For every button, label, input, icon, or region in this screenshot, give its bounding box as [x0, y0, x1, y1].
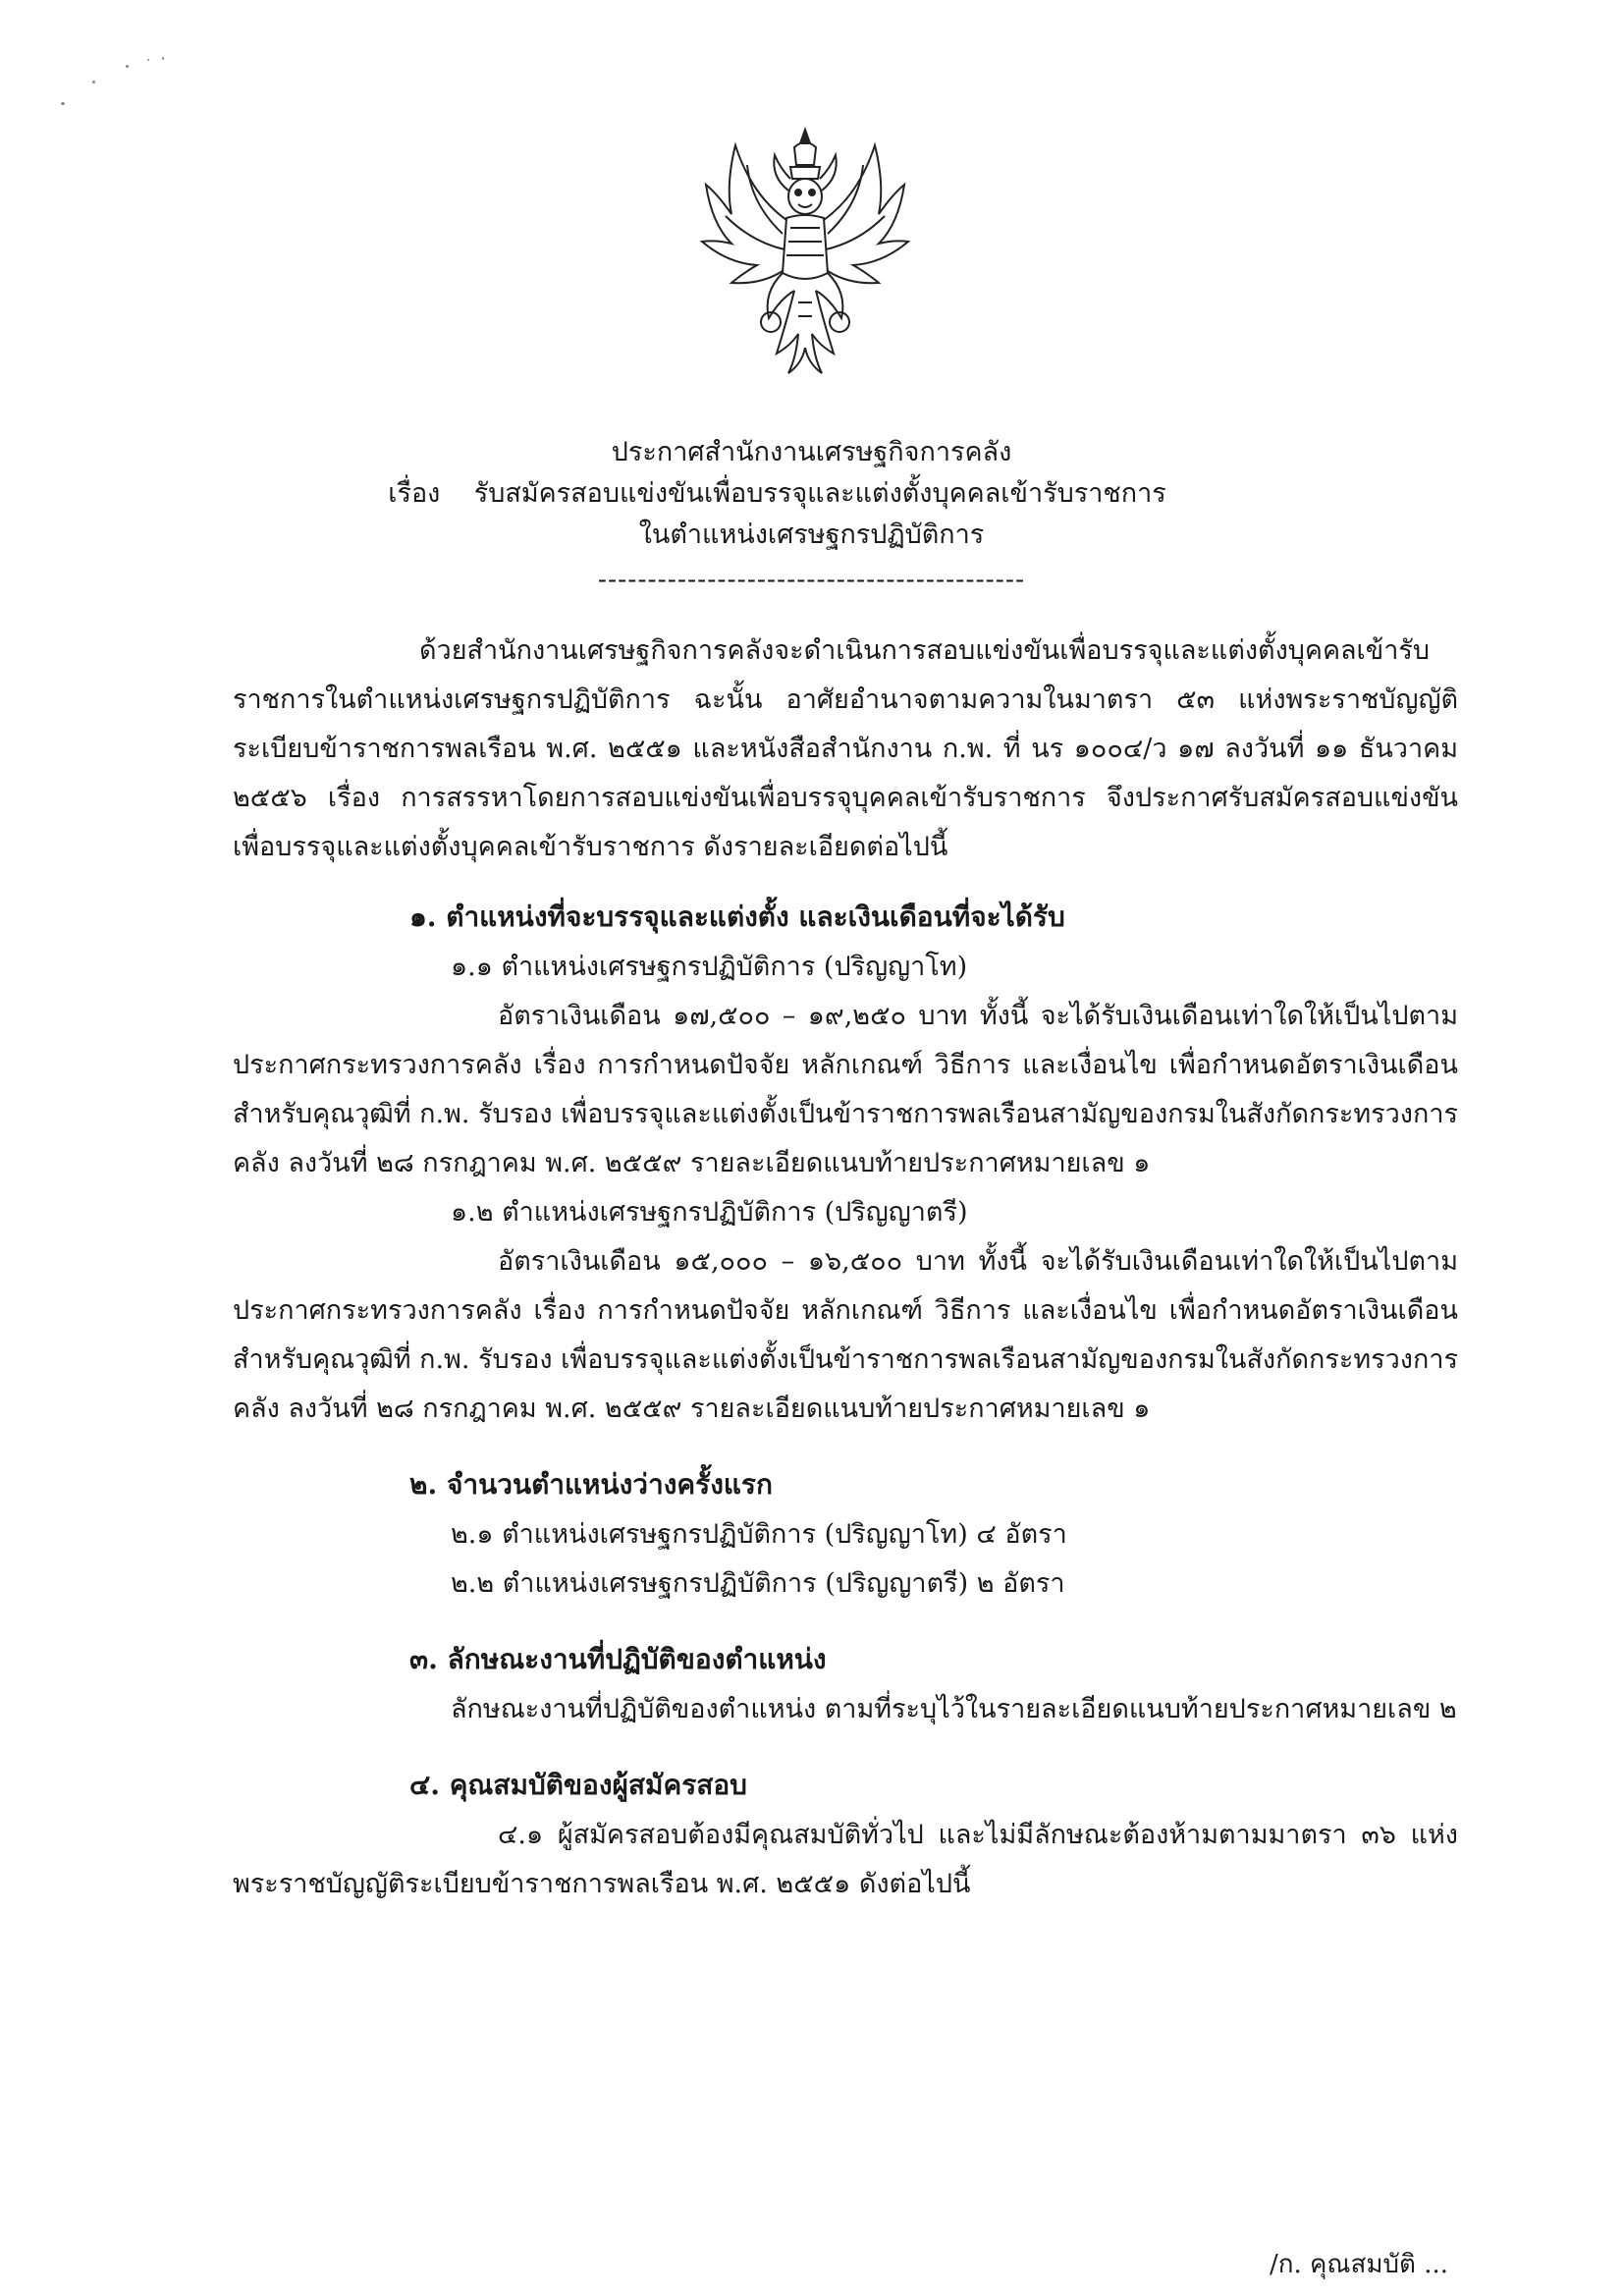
garuda-emblem	[692, 126, 918, 381]
subject-label: เรื่อง	[388, 478, 441, 509]
subject-line-1: รับสมัครสอบแข่งขันเพื่อบรรจุและแต่งตั้งบุคคลเข้ารับราชการ	[473, 478, 1166, 509]
section-3-title: ๓. ลักษณะงานที่ปฏิบัติของตำแหน่ง	[409, 1643, 827, 1675]
announcement-header	[295, 432, 1328, 601]
announcement-subject	[295, 473, 1328, 515]
section-1-2-title: ๑.๒ ตำแหน่งเศรษฐกรปฏิบัติการ (ปริญญาตรี)	[451, 1197, 968, 1228]
section-4-1-text: ๔.๑ ผู้สมัครสอบต้องมีคุณสมบัติทั่วไป และไม่มีลักษณะต้องห้ามตามมาตรา ๓๖ แห่งพระราชบัญญัติระเบียบข้าราชการพลเรือน พ.ศ. ๒๕๕๑ ดังต่อไปนี้	[233, 1820, 1458, 1899]
continuation-marker: /ก. คุณสมบัติ ...	[1270, 2250, 1448, 2279]
section-2-2-item: ๒.๒ ตำแหน่งเศรษฐกรปฏิบัติการ (ปริญญาตรี) ๒ อัตรา	[451, 1568, 1065, 1599]
section-3-text: ลักษณะงานที่ปฏิบัติของตำแหน่ง ตามที่ระบุไว้ในรายละเอียดแนบท้ายประกาศหมายเลข ๒	[451, 1694, 1457, 1724]
section-1-2-text: อัตราเงินเดือน ๑๕,๐๐๐ – ๑๖,๕๐๐ บาท ทั้งนี้ จะได้รับเงินเดือนเท่าใดให้เป็นไปตามประกาศกระทรวงการคลัง เรื่อง การกำหนดปัจจัย หลักเกณฑ์ วิธีการ และเงื่อนไข เพื่อกำหนดอัตราเงินเดือนสำหรับคุณวุฒิที่ ก.พ. รับรอง เพื่อบรรจุและแต่งตั้งเป็นข้าราชการพลเรือนสามัญของกรมในสังกัดกระทรวงการคลัง ลงวันที่ ๒๘ กรกฎาคม พ.ศ. ๒๕๕๙ รายละเอียดแนบท้ายประกาศหมายเลข ๑	[233, 1246, 1458, 1424]
section-1-1-title: ๑.๑ ตำแหน่งเศรษฐกรปฏิบัติการ (ปริญญาโท)	[451, 952, 968, 982]
announcement-body	[233, 627, 1458, 1909]
subject-line-2: ในตำแหน่งเศรษฐกรปฏิบัติการ	[638, 519, 985, 550]
section-1-1-text: อัตราเงินเดือน ๑๗,๕๐๐ – ๑๙,๒๕๐ บาท ทั้งนี้ จะได้รับเงินเดือนเท่าใดให้เป็นไปตามประกาศกระทรวงการคลัง เรื่อง การกำหนดปัจจัย หลักเกณฑ์ วิธีการ และเงื่อนไข เพื่อกำหนดอัตราเงินเดือนสำหรับคุณวุฒิที่ ก.พ. รับรอง เพื่อบรรจุและแต่งตั้งเป็นข้าราชการพลเรือนสามัญของกรมในสังกัดกระทรวงการคลัง ลงวันที่ ๒๘ กรกฎาคม พ.ศ. ๒๕๕๙ รายละเอียดแนบท้ายประกาศหมายเลข ๑	[233, 1001, 1458, 1178]
intro-paragraph: ด้วยสำนักงานเศรษฐกิจการคลังจะดำเนินการสอบแข่งขันเพื่อบรรจุและแต่งตั้งบุคคลเข้ารับราชการในตำแหน่งเศรษฐกรปฏิบัติการ ฉะนั้น อาศัยอำนาจตามความในมาตรา ๕๓ แห่งพระราชบัญญัติระเบียบข้าราชการพลเรือน พ.ศ. ๒๕๕๑ และหนังสือสำนักงาน ก.พ. ที่ นร ๑๐๐๔/ว ๑๗ ลงวันที่ ๑๑ ธันวาคม ๒๕๕๖ เรื่อง การสรรหาโดยการสอบแข่งขันเพื่อบรรจุบุคคลเข้ารับราชการ จึงประกาศรับสมัครสอบแข่งขันเพื่อบรรจุและแต่งตั้งบุคคลเข้ารับราชการ ดังรายละเอียดต่อไปนี้	[233, 635, 1458, 862]
announcement-title: ประกาศสำนักงานเศรษฐกิจการคลัง	[611, 437, 1012, 467]
section-2-1-item: ๒.๑ ตำแหน่งเศรษฐกรปฏิบัติการ (ปริญญาโท) ๔ อัตรา	[451, 1519, 1067, 1550]
header-separator: -------------------------------------------	[597, 565, 1026, 595]
section-4-title: ๔. คุณสมบัติของผู้สมัครสอบ	[409, 1769, 747, 1801]
section-1-title: ๑. ตำแหน่งที่จะบรรจุและแต่งตั้ง และเงินเดือนที่จะได้รับ	[409, 901, 1065, 933]
section-2-title: ๒. จำนวนตำแหน่งว่างครั้งแรก	[409, 1468, 773, 1501]
